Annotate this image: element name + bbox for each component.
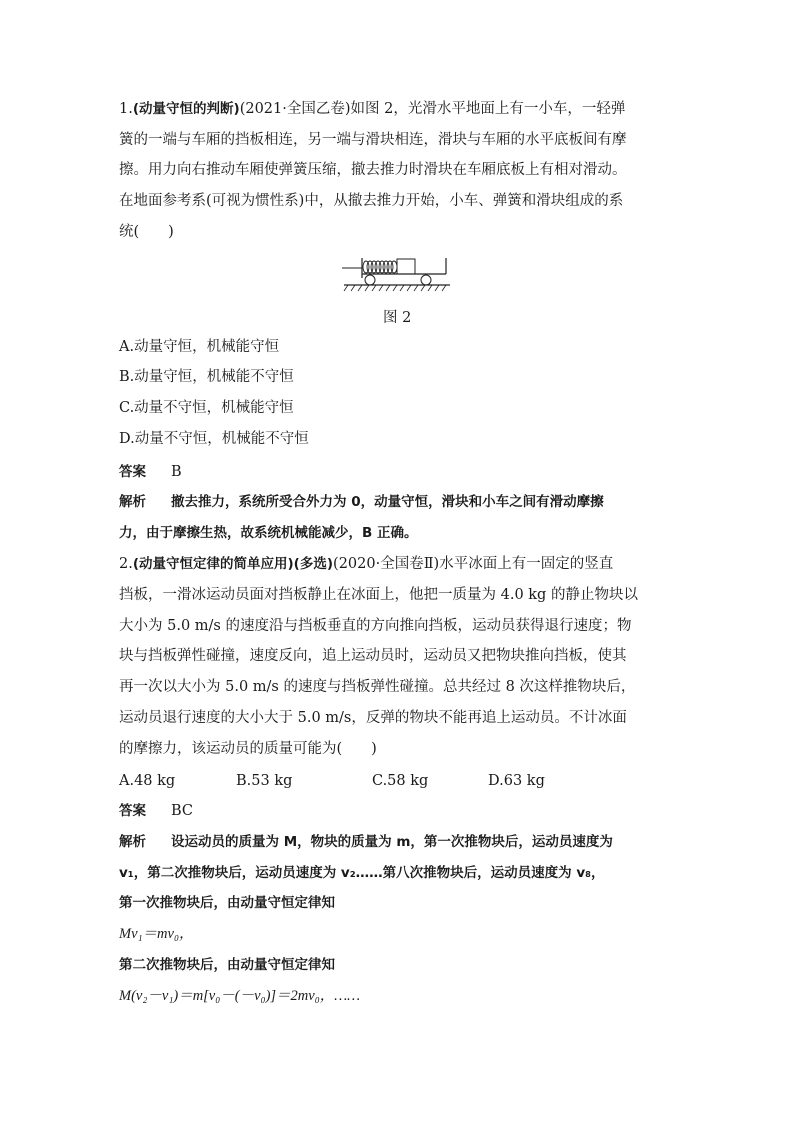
q1-analysis-text-2: 力，由于摩擦生热，故系统机械能减少，B 正确。 [119,525,418,541]
q1-option-a: A.动量守恒，机械能守恒 [119,339,280,355]
q2-analysis-text-3: 第一次推物块后，由动量守恒定律知 [119,895,335,911]
wheel-right [421,275,431,285]
q2-options [119,771,679,791]
q2-analysis-label: 解析 [119,834,146,850]
q1-line-1 [119,99,679,119]
cart-spring-figure [340,252,452,300]
q2-text-3: 大小为 5.0 m/s 的速度沿与挡板垂直的方向推向挡板，运动员获得退行速度；物 [119,618,632,634]
q2-option-b: B.53 kg [236,773,293,789]
q2-answer-value: BC [171,803,194,819]
q2-option-a: A.48 kg [119,773,176,789]
q1-answer [119,462,679,482]
q1-text-4: 在地面参考系(可视为惯性系)中，从撤去推力开始，小车、弹簧和滑块组成的系 [119,193,624,209]
q2-analysis-1 [119,832,679,852]
q1-analysis-text-1: 撤去推力，系统所受合外力为 0，动量守恒，滑块和小车之间有滑动摩擦 [171,494,604,510]
q1-source: (2021·全国乙卷) [239,101,351,117]
q1-tag: (动量守恒的判断) [132,101,240,117]
q1-analysis-label: 解析 [119,494,146,510]
figure-caption: 图 2 [383,310,412,326]
q1-option-b: B.动量守恒，机械能不守恒 [119,369,294,385]
q1-text-1: 如图 2，光滑水平地面上有一小车，一轻弹 [350,101,626,117]
q2-text-5: 再一次以大小为 5.0 m/s 的速度与挡板弹性碰撞。总共经过 8 次这样推物块后， [119,679,636,695]
q2-answer [119,801,679,821]
q2-text-2: 挡板，一滑冰运动员面对挡板静止在冰面上，他把一质量为 4.0 kg 的静止物块以 [119,587,638,603]
q1-number: 1. [119,101,133,117]
q2-option-d: D.63 kg [488,773,545,789]
q2-text-4: 块与挡板弹性碰撞，速度反向，追上运动员时，运动员又把物块推向挡板，使其 [119,648,627,664]
q2-text-6: 运动员退行速度的大小大于 5.0 m/s，反弹的物块不能再追上运动员。不计冰面 [119,710,627,726]
q2-equation-1: Mv₁＝mv₀， [119,926,194,942]
q2-analysis-text-2: v₁，第二次推物块后，运动员速度为 v₂……第八次推物块后，运动员速度为 v₈， [119,865,605,881]
q1-answer-value: B [171,464,182,480]
q2-analysis-text-4: 第二次推物块后，由动量守恒定律知 [119,957,335,973]
q1-answer-label: 答案 [119,464,146,480]
slider-block [397,259,415,274]
q1-text-3: 擦。用力向右推动车厢使弹簧压缩，撤去推力时滑块在车厢底板上有相对滑动。 [119,162,627,178]
q1-text-5: 统( ) [119,224,174,240]
wheel-left [365,275,375,285]
q2-line-1 [119,554,679,574]
q2-option-c: C.58 kg [372,773,429,789]
q2-number: 2. [119,556,133,572]
q2-text-7: 的摩擦力，该运动员的质量可能为( ) [119,741,377,757]
q1-option-d: D.动量不守恒，机械能不守恒 [119,431,309,447]
q2-equation-2: M(v₂－v₁)＝m[v₀－(－v₀)]＝2mv₀，…… [119,988,361,1004]
q2-text-1: 水平冰面上有一固定的竖直 [439,556,614,572]
q1-text-2: 簧的一端与车厢的挡板相连，另一端与滑块相连，滑块与车厢的水平底板间有摩 [119,132,627,148]
spring [363,261,397,273]
q2-answer-label: 答案 [119,803,146,819]
q2-source: (2020·全国卷Ⅱ) [333,556,440,572]
q2-analysis-text-1: 设运动员的质量为 M，物块的质量为 m，第一次推物块后，运动员速度为 [171,834,613,850]
q1-option-c: C.动量不守恒，机械能守恒 [119,400,294,416]
q1-analysis-1 [119,492,679,512]
q2-tag: (动量守恒定律的简单应用)(多选) [132,556,334,572]
